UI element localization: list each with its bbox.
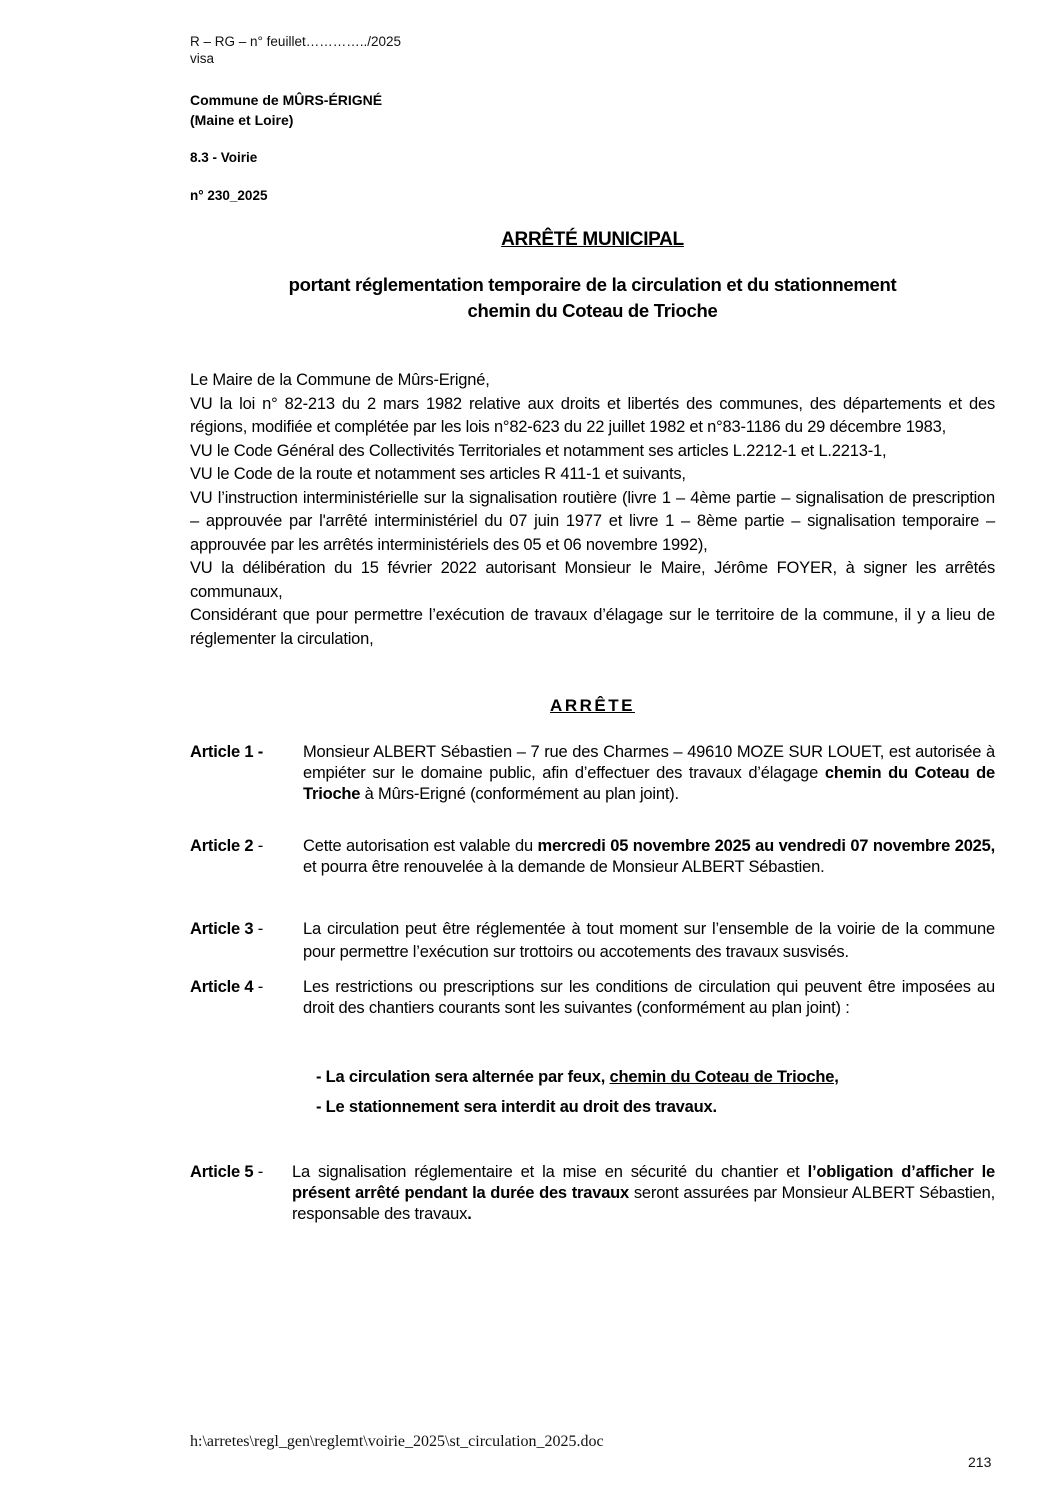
preamble-paragraph: VU le Code de la route et notamment ses articles R 411-1 et suivants, — [190, 465, 686, 483]
page-title: ARRÊTÉ MUNICIPAL — [501, 229, 684, 250]
article-label — [190, 977, 263, 998]
underlined-street: chemin du Coteau de Trioche, — [609, 1068, 839, 1086]
article-label — [190, 742, 263, 763]
list-item: - Le stationnement sera interdit au droit des travaux. — [316, 1098, 717, 1116]
article-dash: - — [253, 978, 264, 996]
article-4 — [190, 977, 995, 1019]
article-1 — [190, 742, 995, 805]
preamble-paragraph: Le Maire de la Commune de Mûrs-Erigné, — [190, 371, 490, 389]
text-segment: Cette autorisation est valable du — [303, 837, 538, 855]
article-number: Article 1 — [190, 743, 254, 761]
reference-line: R – RG – n° feuillet…………../2025 — [190, 34, 401, 49]
preamble-paragraph: VU la délibération du 15 février 2022 autorisant Monsieur le Maire, Jérôme FOYER, à signer les arrêtés communaux, — [190, 559, 995, 601]
text-bold-segment: chemin du Coteau de Trioche — [303, 764, 996, 803]
article-label — [190, 836, 263, 857]
article-number: Article 3 — [190, 920, 254, 938]
page-subtitle — [190, 272, 995, 324]
article-4-list — [316, 1068, 839, 1128]
preamble-paragraph: Considérant que pour permettre l’exécution de travaux d’élagage sur le territoire de la commune, il y a lieu de réglementer la circulation, — [190, 606, 995, 648]
list-item — [316, 1068, 839, 1098]
decree-number: n° 230_2025 — [190, 188, 268, 203]
article-text: Les restrictions ou prescriptions sur les conditions de circulation qui peuvent être imposées au droit des chantiers courants sont les suivantes (conformément au plan joint) : — [303, 978, 995, 1017]
article-5 — [190, 1162, 995, 1225]
text-bold-segment: . — [467, 1205, 472, 1223]
article-2 — [190, 836, 995, 878]
subtitle-line-2: chemin du Coteau de Trioche — [467, 300, 718, 321]
document-reference — [190, 33, 401, 67]
text-segment: à Mûrs-Erigné (conformément au plan joint). — [360, 785, 679, 803]
file-path-footer: h:\arretes\regl_gen\reglemt\voirie_2025\st_circulation_2025.doc — [190, 1433, 604, 1450]
text-segment: seront assurées par Monsieur ALBERT Sébastien, responsable des travaux — [292, 1184, 995, 1223]
article-dash: - — [253, 1163, 264, 1181]
preamble — [190, 369, 995, 651]
section-label: 8.3 - Voirie — [190, 150, 258, 165]
article-dash: - — [253, 837, 264, 855]
article-number: Article 2 — [190, 837, 254, 855]
article-text — [303, 836, 995, 878]
text-bold-segment: l’obligation d’afficher le présent arrêté pendant la durée des travaux — [292, 1163, 996, 1202]
list-item-text: - La circulation sera alternée par feux, — [316, 1068, 610, 1086]
text-segment: et pourra être renouvelée à la demande de Monsieur ALBERT Sébastien. — [303, 858, 825, 876]
arrete-heading: ARRÊTE — [550, 696, 635, 715]
text-segment: Monsieur ALBERT Sébastien – 7 rue des Charmes – 49610 MOZE SUR LOUET, est autorisée à empiéter sur le domaine public, afin d’effectuer des travaux d’élagage — [303, 743, 995, 782]
article-dash: - — [253, 743, 264, 761]
page-number: 213 — [968, 1454, 992, 1470]
subtitle-line-1: portant réglementation temporaire de la circulation et du stationnement — [288, 274, 897, 295]
article-3 — [190, 918, 995, 964]
article-text — [292, 1162, 995, 1225]
commune-block — [190, 90, 382, 130]
preamble-paragraph: VU l’instruction interministérielle sur la signalisation routière (livre 1 – 4ème partie – signalisation de prescription – approuvée par l'arrêté interministériel du 07 juin 1977 et livre 1 – 8ème partie – signalisation temporaire – approuvée par les arrêtés interministériels des 05 et 06 novembre 1992), — [190, 488, 995, 554]
commune-name: Commune de MÛRS-ÉRIGNÉ — [190, 92, 383, 108]
department-name: (Maine et Loire) — [190, 112, 294, 128]
preamble-paragraph: VU le Code Général des Collectivités Territoriales et notamment ses articles L.2212-1 et L.2213-1, — [190, 441, 887, 460]
article-text — [303, 742, 995, 805]
article-number: Article 4 — [190, 978, 254, 996]
article-dash: - — [253, 920, 264, 938]
article-label — [190, 918, 263, 941]
preamble-paragraph: VU la loi n° 82-213 du 2 mars 1982 relative aux droits et libertés des communes, des départements et des régions, modifiée et complétée par les lois n°82-623 du 22 juillet 1982 et n°83-1186 du 29 décembre 1983, — [190, 394, 995, 436]
article-label — [190, 1162, 263, 1183]
article-text: La circulation peut être réglementée à tout moment sur l’ensemble de la voirie de la commune pour permettre l’exécution sur trottoirs ou accotements des travaux susvisés. — [303, 920, 995, 961]
visa-line: visa — [190, 51, 215, 66]
text-bold-segment: mercredi 05 novembre 2025 au vendredi 07 novembre 2025, — [537, 837, 996, 855]
text-segment: La signalisation réglementaire et la mise en sécurité du chantier et — [292, 1163, 808, 1181]
article-number: Article 5 — [190, 1163, 254, 1181]
